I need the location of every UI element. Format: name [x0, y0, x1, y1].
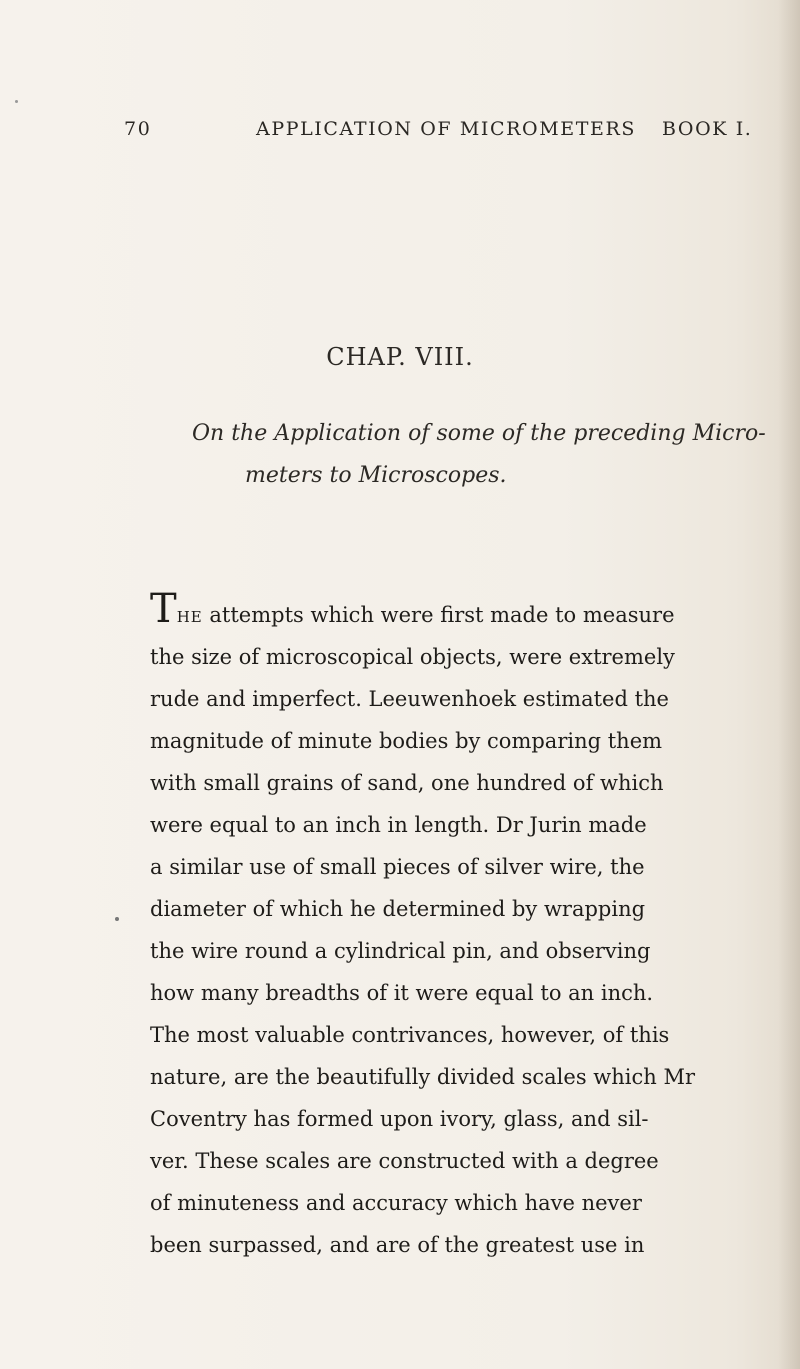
- body-line: the wire round a cylindrical pin, and observing: [150, 939, 651, 963]
- body-line: diameter of which he determined by wrapping: [150, 897, 646, 921]
- body-line: with small grains of sand, one hundred of which: [150, 771, 664, 795]
- body-line: magnitude of minute bodies by comparing them: [150, 729, 663, 753]
- body-line: the size of microscopical objects, were extremely: [150, 645, 675, 669]
- paper-speck: [15, 100, 18, 103]
- chapter-subtitle-line-1: On the Application of some of the preceding Micro-: [192, 421, 766, 446]
- paper-speck: [115, 917, 119, 921]
- drop-cap-rest: he: [176, 603, 203, 627]
- body-paragraph: [150, 586, 790, 1266]
- body-line: nature, are the beautifully divided scales which Mr: [150, 1065, 695, 1089]
- body-line: Coventry has formed upon ivory, glass, and sil-: [150, 1107, 649, 1131]
- book-reference: BOOK I.: [662, 118, 753, 140]
- body-line: how many breadths of it were equal to an inch.: [150, 981, 654, 1005]
- chapter-subtitle-line-2: meters to Microscopes.: [245, 463, 507, 488]
- body-line: were equal to an inch in length. Dr Jurin made: [150, 813, 647, 837]
- drop-cap: T: [150, 586, 177, 632]
- running-head: [124, 118, 774, 148]
- page-number: 70: [124, 118, 152, 140]
- body-line-first: [150, 586, 790, 636]
- body-line: attempts which were first made to measure: [202, 603, 675, 627]
- chapter-heading: CHAP. VIII.: [326, 343, 474, 371]
- body-line: The most valuable contrivances, however, of this: [150, 1023, 670, 1047]
- body-line: of minuteness and accuracy which have never: [150, 1191, 642, 1215]
- body-line: a similar use of small pieces of silver wire, the: [150, 855, 645, 879]
- body-line: been surpassed, and are of the greatest use in: [150, 1233, 645, 1257]
- body-line: ver. These scales are constructed with a degree: [150, 1149, 659, 1173]
- running-title: APPLICATION OF MICROMETERS: [256, 118, 637, 140]
- body-line: rude and imperfect. Leeuwenhoek estimated the: [150, 687, 669, 711]
